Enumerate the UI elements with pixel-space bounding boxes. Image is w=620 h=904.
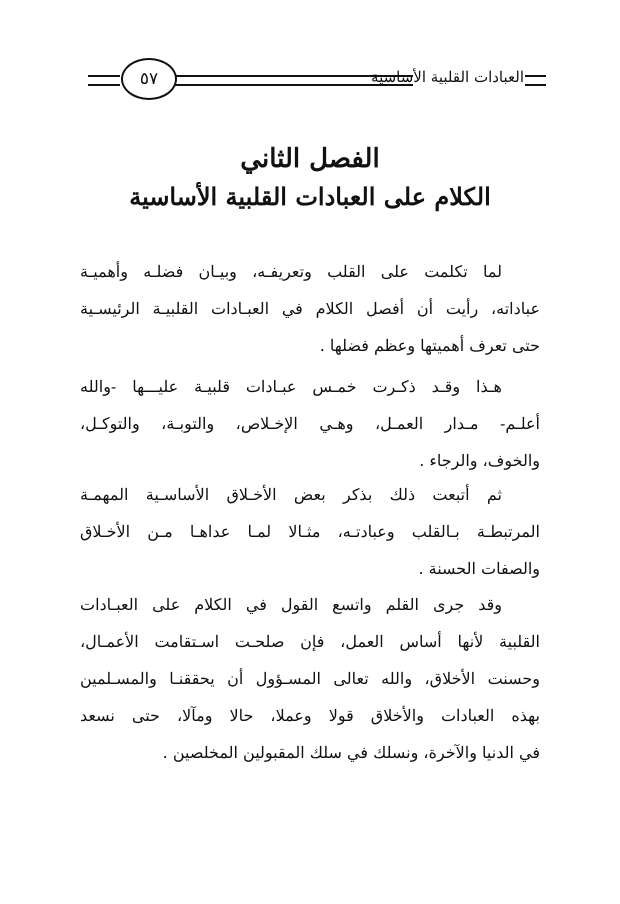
- body-text: [80, 368, 540, 479]
- text-line: أعلـم- مـدار العمـل، وهـي الإخـلاص، والتوبـة، والتوكـل،: [80, 414, 540, 433]
- chapter-title: الفصل الثاني: [240, 144, 380, 174]
- text-line: بهذه العبادات والأخلاق قولا وعملا، حالا ومآلا، حتى نسعد: [80, 706, 540, 725]
- body-text: [80, 476, 540, 587]
- text-line: القلبية لأنها أساس العمل، فإن صلحـت اسـتقامت الأعمـال،: [80, 632, 540, 651]
- header-rule-left: [88, 75, 120, 86]
- text-line: والصفات الحسنة .: [418, 559, 540, 578]
- body-text: [80, 586, 540, 771]
- text-line: ثم أتبعت ذلك بذكر بعض الأخـلاق الأساسـية المهمـة: [80, 485, 502, 504]
- paragraph-3: [80, 476, 540, 587]
- text-line: وقد جرى القلم واتسع القول في الكلام على العبـادات: [80, 595, 502, 614]
- page-number: [121, 58, 177, 100]
- text-line: والخوف، والرجاء .: [419, 451, 540, 470]
- running-header: [88, 58, 548, 98]
- text-line: لما تكلمت على القلب وتعريفـه، وبيـان فضلـه وأهميـة: [80, 262, 502, 281]
- chapter-subtitle: الكلام على العبادات القلبية الأساسية: [129, 182, 491, 211]
- paragraph-2: [80, 368, 540, 479]
- paragraph-1: [80, 253, 540, 364]
- text-line: عباداته، رأيت أن أفصل الكلام في العبـادات القلبيـة الرئيسـية: [80, 299, 540, 318]
- running-title: العبادات القلبية الأساسية: [371, 68, 524, 86]
- text-line: في الدنيا والآخرة، ونسلك في سلك المقبولين المخلصين .: [162, 743, 540, 762]
- text-line: وحسنت الأخلاق، والله تعالى المسـؤول أن يحققنـا والمسـلمين: [80, 669, 540, 688]
- page-number-text: ٥٧: [139, 69, 159, 89]
- header-rule-right: [525, 75, 546, 86]
- text-line: هـذا وقـد ذكـرت خمـس عبـادات قلبيـة عليـــها -والله: [80, 377, 502, 396]
- body-text: [80, 253, 540, 364]
- paragraph-4: [80, 586, 540, 771]
- text-line: حتى تعرف أهميتها وعظم فضلها .: [319, 336, 540, 355]
- text-line: المرتبطـة بـالقلب وعبادتـه، مثـالا لمـا عداهـا مـن الأخـلاق: [80, 522, 540, 541]
